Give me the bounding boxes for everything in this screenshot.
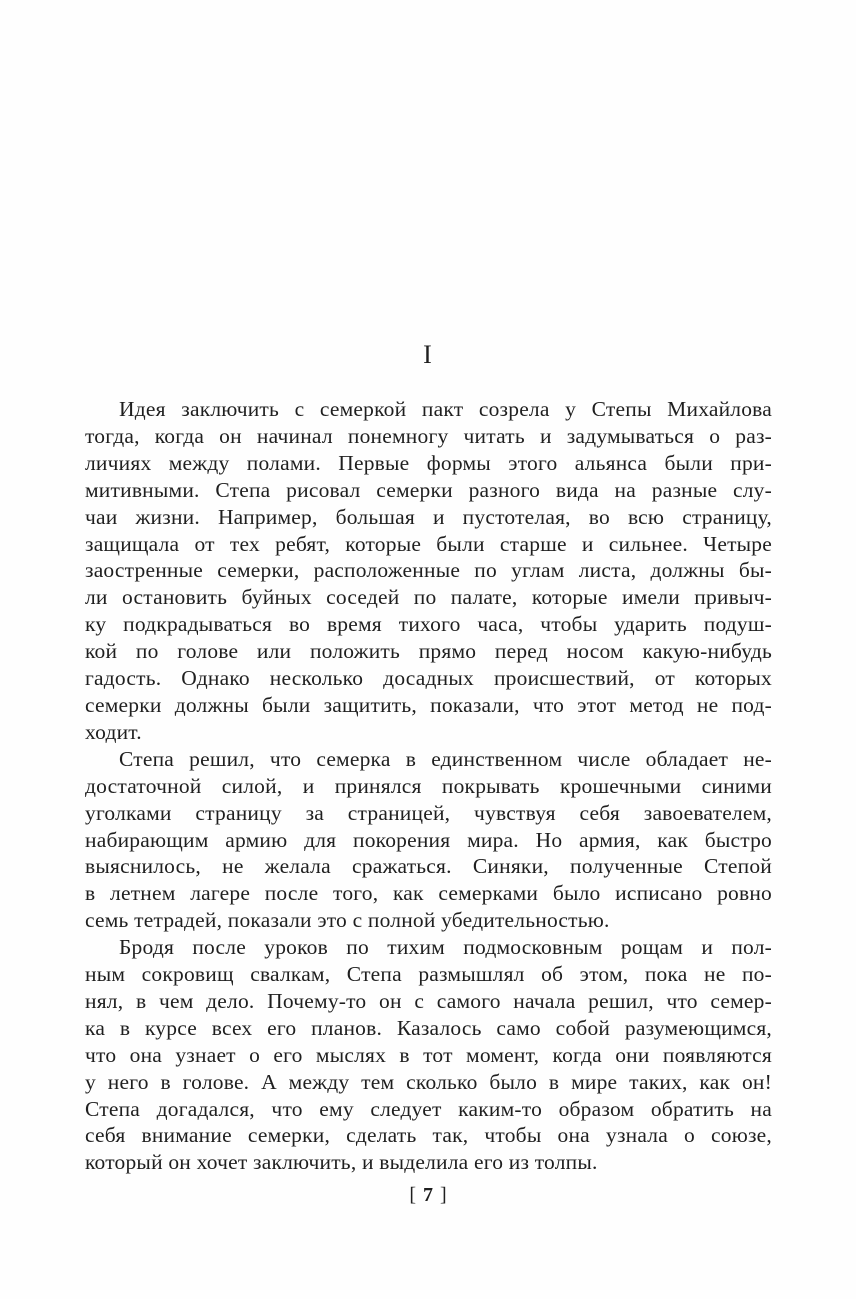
text-line: чаи жизни. Например, большая и пустотелая, во всю страницу, — [85, 504, 772, 529]
text-line: Степа догадался, что ему следует каким-то образом обратить на — [85, 1096, 772, 1121]
text-line: ка в курсе всех его планов. Казалось само собой разумеющимся, — [85, 1015, 772, 1040]
text-line: который он хочет заключить, и выделила его из толпы. — [85, 1150, 598, 1175]
text-line: у него в голове. А между тем сколько было в мире таких, как он! — [85, 1069, 772, 1094]
text-line: себя внимание семерки, сделать так, чтобы она узнала о союзе, — [85, 1123, 772, 1148]
paragraph — [85, 396, 772, 746]
text-line: Бродя после уроков по тихим подмосковным рощам и пол- — [119, 935, 772, 960]
text-block — [85, 396, 772, 1176]
text-line: в летнем лагере после того, как семерками было исписано ровно — [85, 881, 772, 906]
text-line: кой по голове или положить прямо перед носом какую-нибудь — [85, 639, 772, 664]
text-line: ли остановить буйных соседей по палате, которые имели привыч- — [85, 585, 772, 610]
page-number: 7 — [423, 1184, 433, 1207]
paragraph — [85, 746, 772, 934]
text-line: ным сокровищ свалкам, Степа размышлял об этом, пока не по- — [85, 962, 772, 987]
text-line: ку подкрадываться во время тихого часа, чтобы ударить подуш- — [85, 612, 772, 637]
text-line: достаточной силой, и принялся покрывать крошечными синими — [85, 773, 772, 798]
text-line: гадость. Однако несколько досадных происшествий, от которых — [85, 666, 772, 691]
text-line: набирающим армию для покорения мира. Но армия, как быстро — [85, 827, 772, 852]
text-line: Идея заключить с семеркой пакт созрела у Степы Михайлова — [119, 397, 772, 421]
text-line: защищала от тех ребят, которые были старше и сильнее. Четыре — [85, 531, 772, 556]
text-line: выяснилось, не желала сражаться. Синяки, полученные Степой — [85, 854, 772, 879]
text-line: личиях между полами. Первые формы этого альянса были при- — [85, 450, 772, 475]
footer-bracket-close: ] — [440, 1184, 447, 1207]
chapter-heading: I — [423, 340, 433, 369]
text-line: тогда, когда он начинал понемногу читать и задумываться о раз- — [85, 423, 772, 448]
text-line: семерки должны были защитить, показали, что этот метод не под- — [85, 692, 772, 717]
text-line: что она узнает о его мыслях в тот момент, когда они появляются — [85, 1042, 772, 1067]
text-line: заостренные семерки, расположенные по углам листа, должны бы- — [85, 558, 772, 583]
text-line: уголками страницу за страницей, чувствуя себя завоевателем, — [85, 800, 772, 825]
text-line: нял, в чем дело. Почему-то он с самого начала решил, что семер- — [85, 988, 772, 1013]
text-line: семь тетрадей, показали это с полной убедительностью. — [85, 908, 610, 933]
text-line: Степа решил, что семерка в единственном числе обладает не- — [119, 746, 772, 771]
text-line: ходит. — [85, 719, 142, 744]
footer-bracket-open: [ — [409, 1184, 416, 1207]
text-line: митивными. Степа рисовал семерки разного вида на разные слу- — [85, 477, 772, 502]
paragraph — [85, 934, 772, 1176]
page-footer — [0, 1183, 856, 1207]
